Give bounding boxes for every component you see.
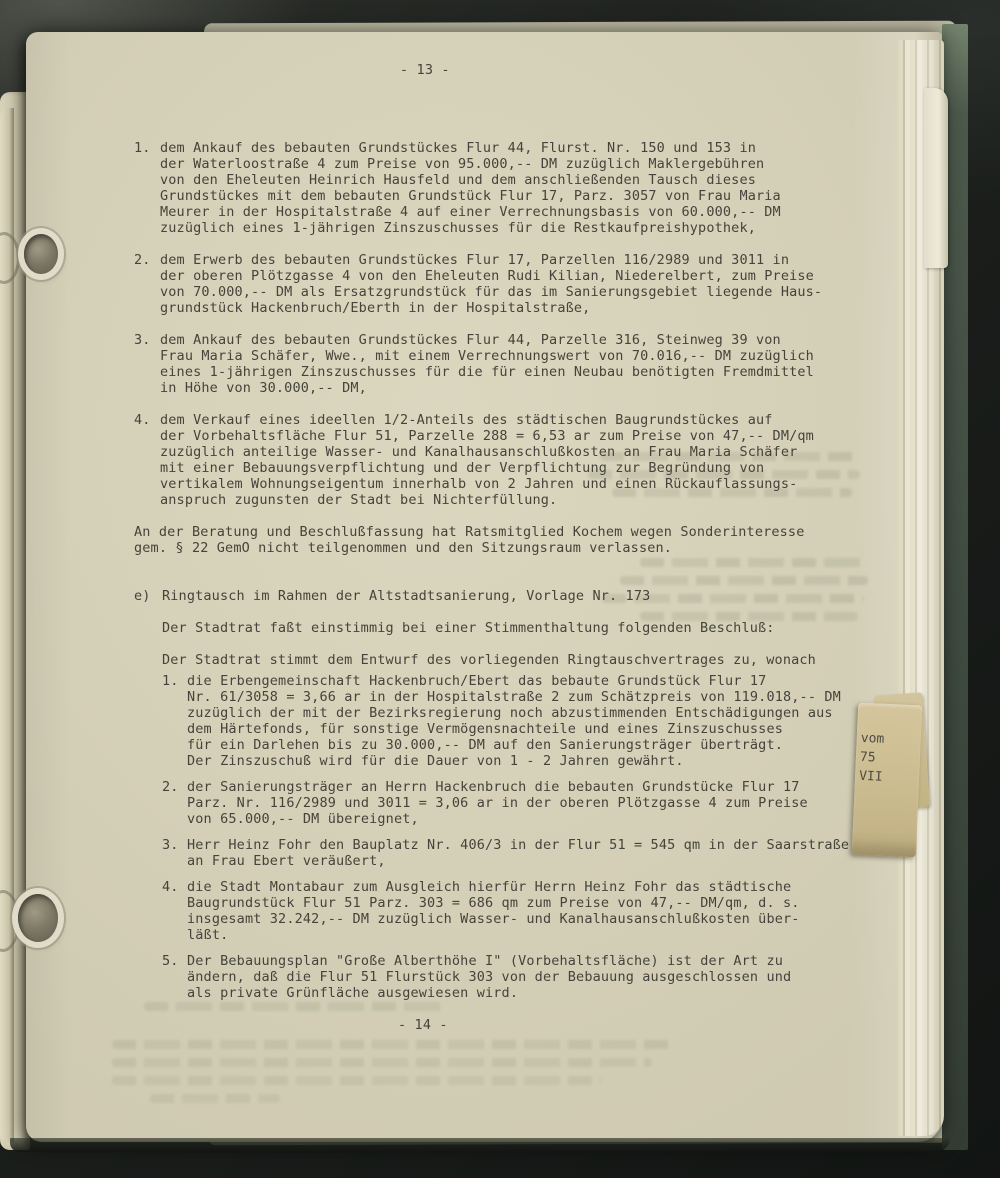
ghost-smudge <box>112 1040 672 1049</box>
list-item <box>162 837 858 869</box>
page-bottom-shadow <box>10 1138 950 1152</box>
list-item <box>134 140 858 236</box>
list-item <box>134 412 858 508</box>
item-text: Der Bebauungsplan "Große Alberthöhe I" (Vorbehaltsfläche) ist der Art zu ändern, daß die Flur 51 Flurstück 303 von der Bebauung ausgeschlossen und als private Grünfläche ausgewiesen wird. <box>187 953 792 1001</box>
list-item <box>134 332 858 396</box>
item-number: 1. <box>134 140 151 156</box>
item-text: die Stadt Montabaur zum Ausgleich hierfür Herrn Heinz Fohr das städtische Baugrundstück Flur 51 Parz. 303 = 686 qm zum Preise von 47,-- DM/qm, d. s. insgesamt 32.242,-- DM zuzüglich Wasser- und Kanalhausanschlußkosten über- läßt. <box>187 879 800 943</box>
item-number: 3. <box>134 332 151 348</box>
item-number: 3. <box>162 837 179 853</box>
item-text: dem Ankauf des bebauten Grundstückes Flur 44, Flurst. Nr. 150 und 153 in der Waterloostraße 4 zum Preise von 95.000,-- DM zuzüglich Maklergebühren von den Eheleuten Heinrich Hausfeld und dem anschließenden Tausch dieses Grundstückes mit dem bebauten Grundstück Flur 17, Parz. 3057 von Frau Maria Meurer in der Hospitalstraße 4 auf einer Verrechnungsbasis von 60.000,-- DM zuzüglich eines 1-jährigen Zinszuschusses für die Restkaufpreishypothek, <box>160 140 781 236</box>
list-item <box>162 779 858 827</box>
index-tab <box>852 703 923 858</box>
item-number: 2. <box>134 252 151 268</box>
section-label: e) <box>134 588 151 604</box>
note-paragraph: An der Beratung und Beschlußfassung hat Ratsmitglied Kochem wegen Sonderinteresse gem. § 22 GemO nicht teilgenommen und den Sitzungsraum verlassen. <box>134 524 805 556</box>
list-item <box>162 953 858 1001</box>
item-text: dem Erwerb des bebauten Grundstückes Flur 17, Parzellen 116/2989 und 3011 in der oberen Plötzgasse 4 von den Eheleuten Rudi Kilian, Niederelbert, zum Preise von 70.000,-- DM als Ersatzgrundstück für das im Sanierungsgebiet liegende Haus- grundstück Hackenbruch/Eberth in der Hospitalstraße, <box>160 252 823 316</box>
document-body <box>134 140 858 1001</box>
item-text: Herr Heinz Fohr den Bauplatz Nr. 406/3 in der Flur 51 = 545 qm in der Saarstraße an Frau Ebert veräußert, <box>187 837 850 869</box>
item-text: dem Ankauf des bebauten Grundstückes Flur 44, Parzelle 316, Steinweg 39 von Frau Maria Schäfer, Wwe., mit einem Verrechnungswert von 70.016,-- DM zuzüglich eines 1-jährigen Zinszuschusses für die für einen Neubau benötigten Fremdmittel in Höhe von 30.000,-- DM, <box>160 332 814 396</box>
ghost-smudge <box>150 1094 280 1103</box>
item-text: dem Verkauf eines ideellen 1/2-Anteils des städtischen Baugrundstückes auf der Vorbehaltsfläche Flur 51, Parzelle 288 = 6,53 ar zum Preise von 47,-- DM/qm zuzüglich anteilige Wasser- und Kanalhausanschlußkosten an Frau Maria Schäfer mit einer Bebauungsverpflichtung und der Verpflichtung zur Begründung von vertikalem Wohnungseigentum innerhalb von 2 Jahren und einen Rückauflassungs- anspruch zugunsten der Stadt bei Nichterfüllung. <box>160 412 814 508</box>
ghost-smudge <box>144 1002 444 1011</box>
section-title: Ringtausch im Rahmen der Altstadtsanierung, Vorlage Nr. 173 <box>162 588 651 604</box>
item-number: 4. <box>134 412 151 428</box>
item-number: 5. <box>162 953 179 969</box>
tab-label: vom <box>860 730 885 747</box>
item-text: die Erbengemeinschaft Hackenbruch/Ebert das bebaute Grundstück Flur 17 Nr. 61/3058 = 3,66 ar in der Hospitalstraße 2 zum Schätzpreis von 119.018,-- DM zuzüglich der mit der Bezirksregierung noch abzustimmenden Entschädigungen aus dem Härtefonds, für sonstige Vermögensnachteile und eines Zinszuschusses für ein Darlehen bis zu 30.000,-- DM auf den Sanierungsträger überträgt. Der Zinszuschuß wird für die Dauer von 1 - 2 Jahren gewährt. <box>187 673 841 769</box>
list-item <box>134 252 858 316</box>
page-corner-stack <box>924 88 948 268</box>
page-number-top: - 13 - <box>400 62 450 78</box>
section-e <box>134 588 858 1001</box>
tab-label: VII <box>858 768 883 785</box>
section-body <box>162 588 858 1001</box>
item-number: 1. <box>162 673 179 689</box>
binder-hole-bottom <box>18 894 58 942</box>
list-item <box>162 673 858 769</box>
resolution-paragraph: Der Stadtrat faßt einstimmig bei einer Stimmenthaltung folgenden Beschluß: <box>162 620 775 636</box>
item-text: der Sanierungsträger an Herrn Hackenbruch die bebauten Grundstücke Flur 17 Parz. Nr. 116/2989 und 3011 = 3,06 ar in der oberen Plötzgasse 4 zum Preise von 65.000,-- DM übereignet, <box>187 779 808 827</box>
item-number: 4. <box>162 879 179 895</box>
ghost-smudge <box>112 1076 602 1085</box>
binder-hole-top <box>24 234 58 274</box>
list-item <box>162 879 858 943</box>
intro-paragraph: Der Stadtrat stimmt dem Entwurf des vorliegenden Ringtauschvertrages zu, wonach <box>162 652 816 668</box>
ghost-smudge <box>112 1058 652 1067</box>
item-number: 2. <box>162 779 179 795</box>
tab-label: 75 <box>859 749 876 766</box>
page-number-bottom: - 14 - <box>398 1017 448 1033</box>
